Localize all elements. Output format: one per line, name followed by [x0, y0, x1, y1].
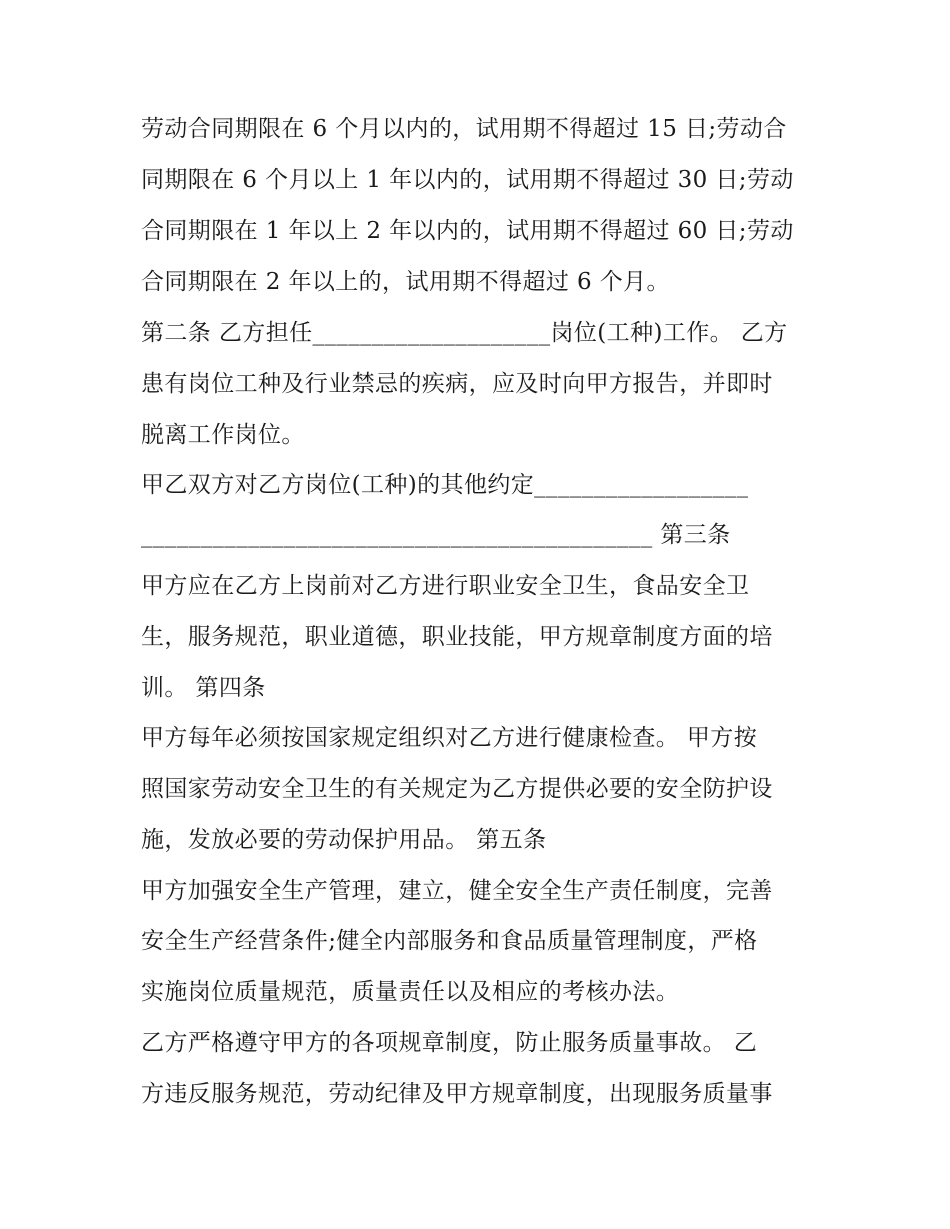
- text-line: 施，发放必要的劳动保护用品。 第五条: [141, 827, 547, 853]
- text-line: 训。 第四条: [141, 675, 266, 701]
- text-line: 甲方加强安全生产管理，建立，健全安全生产责任制度，完善: [141, 878, 773, 904]
- text-line: 甲乙双方对乙方岗位(工种)的其他约定__________________: [141, 472, 749, 498]
- text-line: 生，服务规范，职业道德，职业技能，甲方规章制度方面的培: [141, 624, 773, 650]
- text-line: 劳动合同期限在 6 个月以内的，试用期不得超过 15 日;劳动合: [141, 116, 787, 142]
- text-line: 合同期限在 1 年以上 2 年以内的，试用期不得超过 60 日;劳动: [141, 218, 794, 244]
- text-line: 安全生产经营条件;健全内部服务和食品质量管理制度，严格: [141, 928, 758, 954]
- text-line: 照国家劳动安全卫生的有关规定为乙方提供必要的安全防护设: [141, 776, 773, 802]
- text-line: 甲方每年必须按国家规定组织对乙方进行健康检查。 甲方按: [141, 725, 758, 751]
- text-line: 脱离工作岗位。: [141, 422, 305, 448]
- text-line: ___________________________________________ 第三条: [141, 522, 731, 548]
- text-line: 方违反服务规范，劳动纪律及甲方规章制度，出现服务质量事: [141, 1081, 773, 1107]
- text-line: 同期限在 6 个月以上 1 年以内的，试用期不得超过 30 日;劳动: [141, 167, 794, 193]
- text-line: 实施岗位质量规范，质量责任以及相应的考核办法。: [141, 979, 680, 1005]
- text-line: 合同期限在 2 年以上的，试用期不得超过 6 个月。: [141, 269, 670, 295]
- text-line: 第二条 乙方担任____________________岗位(工种)工作。 乙方: [141, 320, 788, 346]
- text-line: 患有岗位工种及行业禁忌的疾病，应及时向甲方报告，并即时: [141, 371, 773, 397]
- text-line: 乙方严格遵守甲方的各项规章制度，防止服务质量事故。 乙: [141, 1030, 758, 1056]
- text-line: 甲方应在乙方上岗前对乙方进行职业安全卫生，食品安全卫: [141, 573, 750, 599]
